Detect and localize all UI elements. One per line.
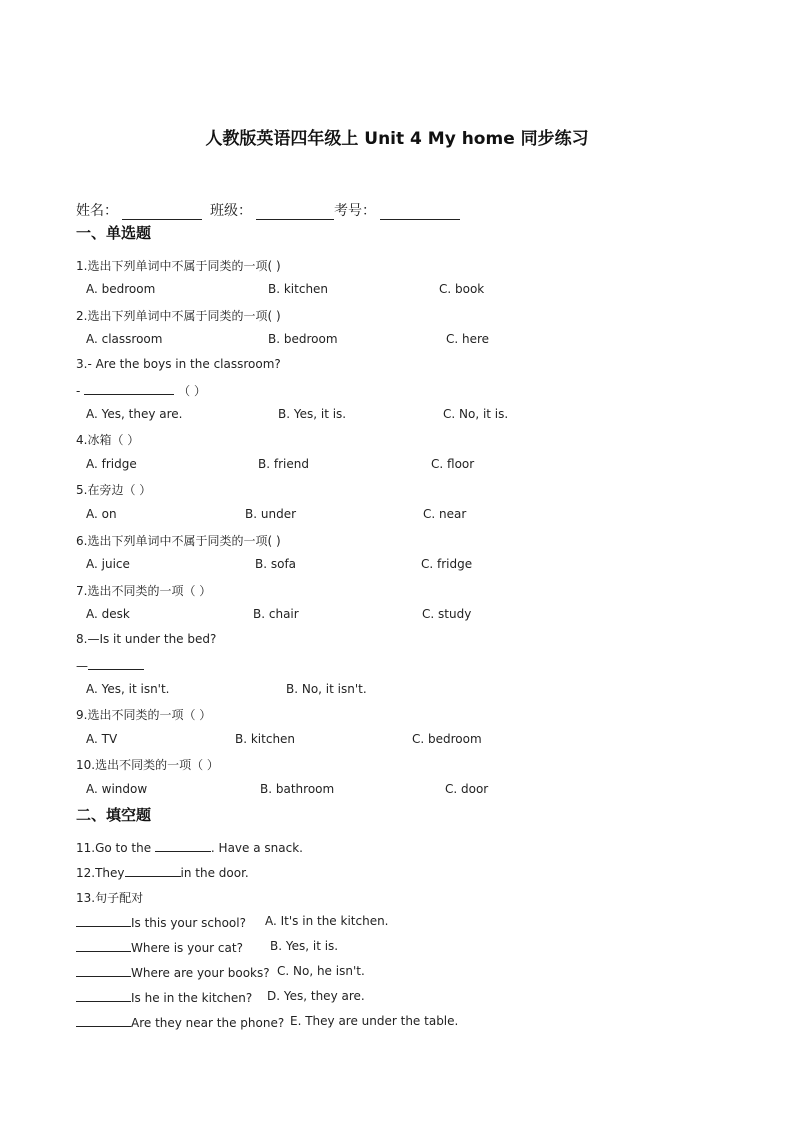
answer-line: - （ ）: [76, 384, 206, 398]
option-c[interactable]: C. study: [422, 607, 472, 621]
student-info-row: [76, 200, 460, 220]
option-a[interactable]: A. Yes, it isn't.: [86, 682, 170, 696]
exam-label: 考号：: [334, 203, 376, 219]
option-c[interactable]: C. book: [439, 282, 485, 296]
option-b[interactable]: B. under: [245, 507, 297, 521]
option-c[interactable]: C. No, it is.: [443, 407, 509, 421]
class-blank[interactable]: [256, 205, 334, 220]
option-b[interactable]: B. friend: [258, 457, 309, 471]
question-stem: 10.选出不同类的一项（ ）: [76, 758, 219, 772]
option-a[interactable]: A. Yes, they are.: [86, 407, 183, 421]
match-answer: C. No, he isn't.: [277, 964, 365, 978]
option-a[interactable]: A. desk: [86, 607, 130, 621]
answer-blank[interactable]: [88, 657, 144, 670]
option-c[interactable]: C. here: [446, 332, 490, 346]
match-row: Are they near the phone?: [76, 1014, 284, 1030]
option-b[interactable]: B. No, it isn't.: [286, 682, 367, 696]
option-a[interactable]: A. bedroom: [86, 282, 156, 296]
question-stem: 6.选出下列单词中不属于同类的一项( ): [76, 534, 281, 548]
name-label: 姓名：: [76, 203, 118, 219]
answer-line: [76, 657, 144, 673]
exam-blank[interactable]: [380, 205, 460, 220]
option-a[interactable]: A. window: [86, 782, 148, 796]
page-title: 人教版英语四年级上 Unit 4 My home 同步练习: [205, 129, 589, 149]
option-a[interactable]: A. TV: [86, 732, 118, 746]
option-c[interactable]: C. bedroom: [412, 732, 482, 746]
match-row: Where is your cat?: [76, 939, 243, 955]
fill-question-12: 12.They in the door.: [76, 866, 249, 880]
answer-dash: —: [76, 659, 88, 673]
option-b[interactable]: B. Yes, it is.: [278, 407, 347, 421]
match-blank[interactable]: [76, 939, 131, 952]
option-c[interactable]: C. door: [445, 782, 489, 796]
option-a[interactable]: A. on: [86, 507, 117, 521]
option-a[interactable]: A. juice: [86, 557, 130, 571]
class-label: 班级：: [210, 203, 252, 219]
option-b[interactable]: B. kitchen: [235, 732, 296, 746]
match-answer: A. It's in the kitchen.: [265, 914, 389, 928]
question-stem: 1.选出下列单词中不属于同类的一项( ): [76, 259, 281, 273]
match-blank[interactable]: [76, 964, 131, 977]
option-b[interactable]: B. chair: [253, 607, 299, 621]
name-blank[interactable]: [122, 205, 202, 220]
fill-blank[interactable]: [125, 864, 181, 877]
question-stem: 5.在旁边（ ）: [76, 483, 152, 497]
match-blank[interactable]: [76, 914, 131, 927]
match-row: Is this your school?: [76, 914, 246, 930]
match-row: Where are your books?: [76, 964, 270, 980]
fill-blank[interactable]: [155, 839, 211, 852]
fill-question-13: 13.句子配对: [76, 891, 144, 905]
section-fill-blank: 二、填空题: [76, 806, 152, 824]
option-a[interactable]: A. fridge: [86, 457, 137, 471]
option-b[interactable]: B. sofa: [255, 557, 297, 571]
match-blank[interactable]: [76, 989, 131, 1002]
answer-blank[interactable]: [84, 382, 174, 395]
question-stem: 9.选出不同类的一项（ ）: [76, 708, 212, 722]
question-stem: 8.—Is it under the bed?: [76, 632, 217, 646]
option-a[interactable]: A. classroom: [86, 332, 163, 346]
option-b[interactable]: B. kitchen: [268, 282, 329, 296]
option-b[interactable]: B. bathroom: [260, 782, 335, 796]
match-row: Is he in the kitchen?: [76, 989, 252, 1005]
question-stem: 7.选出不同类的一项（ ）: [76, 584, 212, 598]
answer-paren: （ ）: [178, 384, 206, 398]
option-b[interactable]: B. bedroom: [268, 332, 338, 346]
option-c[interactable]: C. fridge: [421, 557, 473, 571]
match-answer: E. They are under the table.: [290, 1014, 459, 1028]
option-c[interactable]: C. floor: [431, 457, 475, 471]
question-stem: 4.冰箱（ ）: [76, 433, 140, 447]
question-stem: 3.- Are the boys in the classroom?: [76, 357, 281, 371]
question-stem: 2.选出下列单词中不属于同类的一项( ): [76, 309, 281, 323]
match-answer: B. Yes, it is.: [270, 939, 339, 953]
match-blank[interactable]: [76, 1014, 131, 1027]
section-single-choice: 一、单选题: [76, 224, 152, 242]
match-answer: D. Yes, they are.: [267, 989, 365, 1003]
option-c[interactable]: C. near: [423, 507, 467, 521]
fill-question-11: 11.Go to the . Have a snack.: [76, 841, 303, 855]
